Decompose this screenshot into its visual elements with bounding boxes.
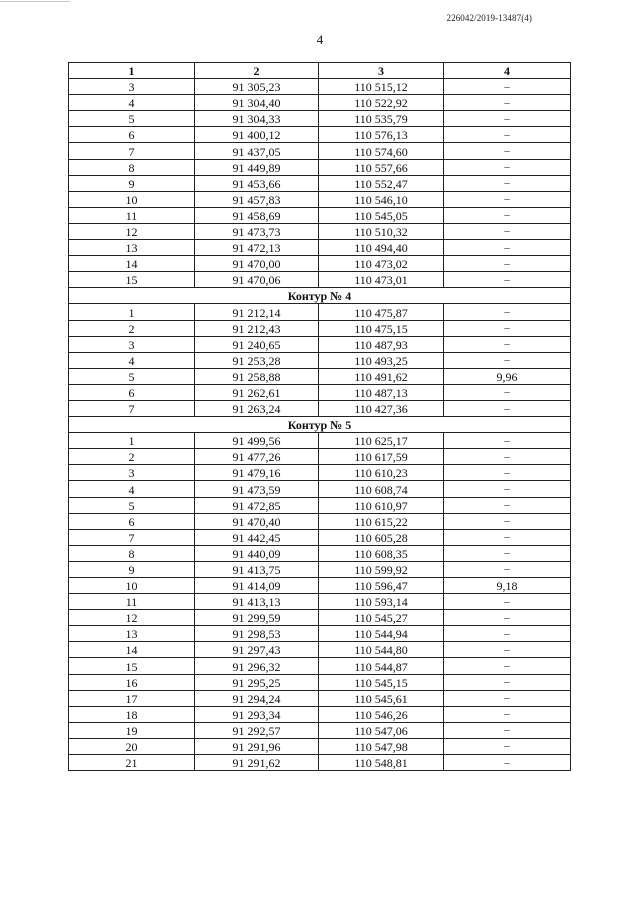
point-number-cell: 19 — [69, 722, 195, 738]
table-row — [69, 320, 571, 336]
y-coordinate-cell: 110 475,87 — [319, 304, 444, 320]
point-number-cell: 4 — [69, 481, 195, 497]
x-coordinate-cell: 91 258,88 — [195, 368, 319, 384]
table-row — [69, 642, 571, 658]
column-header-2: 2 — [195, 63, 319, 79]
point-number-cell: 10 — [69, 191, 195, 207]
column-4-cell: – — [444, 207, 571, 223]
table-row — [69, 545, 571, 561]
table-row — [69, 706, 571, 722]
x-coordinate-cell: 91 473,59 — [195, 481, 319, 497]
y-coordinate-cell: 110 610,23 — [319, 465, 444, 481]
y-coordinate-cell: 110 599,92 — [319, 561, 444, 577]
column-4-cell: – — [444, 529, 571, 545]
column-4-cell: – — [444, 561, 571, 577]
x-coordinate-cell: 91 305,23 — [195, 79, 319, 95]
y-coordinate-cell: 110 544,94 — [319, 626, 444, 642]
x-coordinate-cell: 91 298,53 — [195, 626, 319, 642]
table-row — [69, 352, 571, 368]
column-header-4: 4 — [444, 63, 571, 79]
column-4-cell: – — [444, 272, 571, 288]
section-row — [69, 288, 571, 304]
column-4-cell: – — [444, 481, 571, 497]
x-coordinate-cell: 91 414,09 — [195, 578, 319, 594]
x-coordinate-cell: 91 400,12 — [195, 127, 319, 143]
point-number-cell: 5 — [69, 497, 195, 513]
x-coordinate-cell: 91 470,00 — [195, 256, 319, 272]
x-coordinate-cell: 91 413,13 — [195, 594, 319, 610]
point-number-cell: 14 — [69, 642, 195, 658]
y-coordinate-cell: 110 544,87 — [319, 658, 444, 674]
y-coordinate-cell: 110 487,13 — [319, 384, 444, 400]
document-number: 226042/2019-13487(4) — [446, 13, 532, 23]
table-row — [69, 497, 571, 513]
y-coordinate-cell: 110 510,32 — [319, 223, 444, 239]
y-coordinate-cell: 110 493,25 — [319, 352, 444, 368]
point-number-cell: 2 — [69, 320, 195, 336]
x-coordinate-cell: 91 477,26 — [195, 449, 319, 465]
y-coordinate-cell: 110 427,36 — [319, 400, 444, 416]
x-coordinate-cell: 91 293,34 — [195, 706, 319, 722]
table-row — [69, 610, 571, 626]
y-coordinate-cell: 110 545,15 — [319, 674, 444, 690]
table-row — [69, 127, 571, 143]
column-4-cell: – — [444, 336, 571, 352]
table-row — [69, 755, 571, 771]
column-4-cell: – — [444, 95, 571, 111]
section-row — [69, 417, 571, 433]
point-number-cell: 3 — [69, 79, 195, 95]
point-number-cell: 15 — [69, 658, 195, 674]
table-row — [69, 594, 571, 610]
y-coordinate-cell: 110 522,92 — [319, 95, 444, 111]
x-coordinate-cell: 91 296,32 — [195, 658, 319, 674]
y-coordinate-cell: 110 608,35 — [319, 545, 444, 561]
table-row — [69, 95, 571, 111]
point-number-cell: 7 — [69, 400, 195, 416]
y-coordinate-cell: 110 515,12 — [319, 79, 444, 95]
column-4-cell: – — [444, 79, 571, 95]
x-coordinate-cell: 91 253,28 — [195, 352, 319, 368]
table-row — [69, 384, 571, 400]
table-row — [69, 207, 571, 223]
table-row — [69, 578, 571, 594]
y-coordinate-cell: 110 610,97 — [319, 497, 444, 513]
y-coordinate-cell: 110 547,98 — [319, 738, 444, 754]
column-4-cell: – — [444, 159, 571, 175]
table-row — [69, 368, 571, 384]
x-coordinate-cell: 91 299,59 — [195, 610, 319, 626]
x-coordinate-cell: 91 437,05 — [195, 143, 319, 159]
table-row — [69, 738, 571, 754]
x-coordinate-cell: 91 212,43 — [195, 320, 319, 336]
point-number-cell: 2 — [69, 449, 195, 465]
point-number-cell: 1 — [69, 433, 195, 449]
column-4-cell: – — [444, 674, 571, 690]
y-coordinate-cell: 110 617,59 — [319, 449, 444, 465]
y-coordinate-cell: 110 473,01 — [319, 272, 444, 288]
x-coordinate-cell: 91 294,24 — [195, 690, 319, 706]
column-4-cell: – — [444, 240, 571, 256]
y-coordinate-cell: 110 494,40 — [319, 240, 444, 256]
y-coordinate-cell: 110 473,02 — [319, 256, 444, 272]
x-coordinate-cell: 91 440,09 — [195, 545, 319, 561]
y-coordinate-cell: 110 545,05 — [319, 207, 444, 223]
column-4-cell: – — [444, 755, 571, 771]
x-coordinate-cell: 91 413,75 — [195, 561, 319, 577]
column-4-cell: – — [444, 513, 571, 529]
point-number-cell: 9 — [69, 175, 195, 191]
y-coordinate-cell: 110 491,62 — [319, 368, 444, 384]
column-4-cell: – — [444, 497, 571, 513]
x-coordinate-cell: 91 470,40 — [195, 513, 319, 529]
point-number-cell: 9 — [69, 561, 195, 577]
point-number-cell: 5 — [69, 111, 195, 127]
page-number: 4 — [316, 32, 324, 47]
top-rule — [0, 1, 70, 2]
table-row — [69, 722, 571, 738]
point-number-cell: 13 — [69, 240, 195, 256]
table-row — [69, 481, 571, 497]
column-4-cell: – — [444, 626, 571, 642]
point-number-cell: 7 — [69, 529, 195, 545]
y-coordinate-cell: 110 574,60 — [319, 143, 444, 159]
point-number-cell: 6 — [69, 127, 195, 143]
point-number-cell: 20 — [69, 738, 195, 754]
table-row — [69, 143, 571, 159]
column-4-cell: – — [444, 175, 571, 191]
y-coordinate-cell: 110 615,22 — [319, 513, 444, 529]
y-coordinate-cell: 110 546,26 — [319, 706, 444, 722]
table-row — [69, 272, 571, 288]
x-coordinate-cell: 91 458,69 — [195, 207, 319, 223]
column-4-cell: – — [444, 610, 571, 626]
header-row — [69, 63, 571, 79]
y-coordinate-cell: 110 576,13 — [319, 127, 444, 143]
y-coordinate-cell: 110 475,15 — [319, 320, 444, 336]
point-number-cell: 13 — [69, 626, 195, 642]
column-4-cell: – — [444, 320, 571, 336]
coordinates-table — [68, 62, 571, 771]
x-coordinate-cell: 91 240,65 — [195, 336, 319, 352]
point-number-cell: 4 — [69, 95, 195, 111]
y-coordinate-cell: 110 625,17 — [319, 433, 444, 449]
table-row — [69, 111, 571, 127]
point-number-cell: 3 — [69, 336, 195, 352]
y-coordinate-cell: 110 557,66 — [319, 159, 444, 175]
table-row — [69, 529, 571, 545]
column-4-cell: – — [444, 465, 571, 481]
table-row — [69, 400, 571, 416]
column-4-cell: – — [444, 127, 571, 143]
x-coordinate-cell: 91 473,73 — [195, 223, 319, 239]
table-row — [69, 674, 571, 690]
column-4-cell: – — [444, 384, 571, 400]
point-number-cell: 11 — [69, 207, 195, 223]
x-coordinate-cell: 91 304,33 — [195, 111, 319, 127]
x-coordinate-cell: 91 499,56 — [195, 433, 319, 449]
point-number-cell: 6 — [69, 384, 195, 400]
table-row — [69, 690, 571, 706]
x-coordinate-cell: 91 304,40 — [195, 95, 319, 111]
x-coordinate-cell: 91 449,89 — [195, 159, 319, 175]
y-coordinate-cell: 110 546,10 — [319, 191, 444, 207]
point-number-cell: 14 — [69, 256, 195, 272]
column-4-cell: 9,96 — [444, 368, 571, 384]
y-coordinate-cell: 110 593,14 — [319, 594, 444, 610]
x-coordinate-cell: 91 457,83 — [195, 191, 319, 207]
table-row — [69, 240, 571, 256]
x-coordinate-cell: 91 479,16 — [195, 465, 319, 481]
x-coordinate-cell: 91 262,61 — [195, 384, 319, 400]
column-4-cell: – — [444, 352, 571, 368]
column-4-cell: – — [444, 400, 571, 416]
table-header — [69, 63, 571, 79]
section-title: Контур № 4 — [69, 288, 571, 304]
table-row — [69, 658, 571, 674]
y-coordinate-cell: 110 548,81 — [319, 755, 444, 771]
table-row — [69, 433, 571, 449]
column-4-cell: – — [444, 433, 571, 449]
table-row — [69, 513, 571, 529]
table-row — [69, 304, 571, 320]
point-number-cell: 12 — [69, 223, 195, 239]
y-coordinate-cell: 110 596,47 — [319, 578, 444, 594]
y-coordinate-cell: 110 545,61 — [319, 690, 444, 706]
point-number-cell: 3 — [69, 465, 195, 481]
point-number-cell: 17 — [69, 690, 195, 706]
table-row — [69, 561, 571, 577]
table-row — [69, 175, 571, 191]
y-coordinate-cell: 110 552,47 — [319, 175, 444, 191]
point-number-cell: 8 — [69, 159, 195, 175]
column-4-cell: – — [444, 191, 571, 207]
column-4-cell: – — [444, 545, 571, 561]
x-coordinate-cell: 91 291,96 — [195, 738, 319, 754]
y-coordinate-cell: 110 535,79 — [319, 111, 444, 127]
column-header-1: 1 — [69, 63, 195, 79]
point-number-cell: 8 — [69, 545, 195, 561]
point-number-cell: 1 — [69, 304, 195, 320]
y-coordinate-cell: 110 547,06 — [319, 722, 444, 738]
point-number-cell: 11 — [69, 594, 195, 610]
column-4-cell: – — [444, 223, 571, 239]
x-coordinate-cell: 91 212,14 — [195, 304, 319, 320]
column-4-cell: – — [444, 143, 571, 159]
column-4-cell: – — [444, 738, 571, 754]
column-4-cell: – — [444, 722, 571, 738]
point-number-cell: 7 — [69, 143, 195, 159]
section-title: Контур № 5 — [69, 417, 571, 433]
point-number-cell: 21 — [69, 755, 195, 771]
x-coordinate-cell: 91 442,45 — [195, 529, 319, 545]
x-coordinate-cell: 91 291,62 — [195, 755, 319, 771]
y-coordinate-cell: 110 487,93 — [319, 336, 444, 352]
point-number-cell: 4 — [69, 352, 195, 368]
table-body — [69, 79, 571, 771]
table-row — [69, 223, 571, 239]
table-row — [69, 159, 571, 175]
column-4-cell: – — [444, 658, 571, 674]
table-row — [69, 79, 571, 95]
column-4-cell: – — [444, 449, 571, 465]
column-4-cell: – — [444, 594, 571, 610]
column-4-cell: – — [444, 256, 571, 272]
y-coordinate-cell: 110 545,27 — [319, 610, 444, 626]
table-row — [69, 256, 571, 272]
x-coordinate-cell: 91 292,57 — [195, 722, 319, 738]
x-coordinate-cell: 91 263,24 — [195, 400, 319, 416]
table-row — [69, 465, 571, 481]
y-coordinate-cell: 110 544,80 — [319, 642, 444, 658]
x-coordinate-cell: 91 472,13 — [195, 240, 319, 256]
point-number-cell: 10 — [69, 578, 195, 594]
x-coordinate-cell: 91 470,06 — [195, 272, 319, 288]
table-row — [69, 449, 571, 465]
y-coordinate-cell: 110 605,28 — [319, 529, 444, 545]
point-number-cell: 15 — [69, 272, 195, 288]
table-row — [69, 336, 571, 352]
table-row — [69, 626, 571, 642]
x-coordinate-cell: 91 472,85 — [195, 497, 319, 513]
point-number-cell: 12 — [69, 610, 195, 626]
x-coordinate-cell: 91 295,25 — [195, 674, 319, 690]
column-header-3: 3 — [319, 63, 444, 79]
column-4-cell: – — [444, 706, 571, 722]
table-row — [69, 191, 571, 207]
x-coordinate-cell: 91 453,66 — [195, 175, 319, 191]
point-number-cell: 16 — [69, 674, 195, 690]
x-coordinate-cell: 91 297,43 — [195, 642, 319, 658]
y-coordinate-cell: 110 608,74 — [319, 481, 444, 497]
column-4-cell: 9,18 — [444, 578, 571, 594]
column-4-cell: – — [444, 642, 571, 658]
column-4-cell: – — [444, 304, 571, 320]
point-number-cell: 18 — [69, 706, 195, 722]
point-number-cell: 6 — [69, 513, 195, 529]
column-4-cell: – — [444, 111, 571, 127]
column-4-cell: – — [444, 690, 571, 706]
point-number-cell: 5 — [69, 368, 195, 384]
